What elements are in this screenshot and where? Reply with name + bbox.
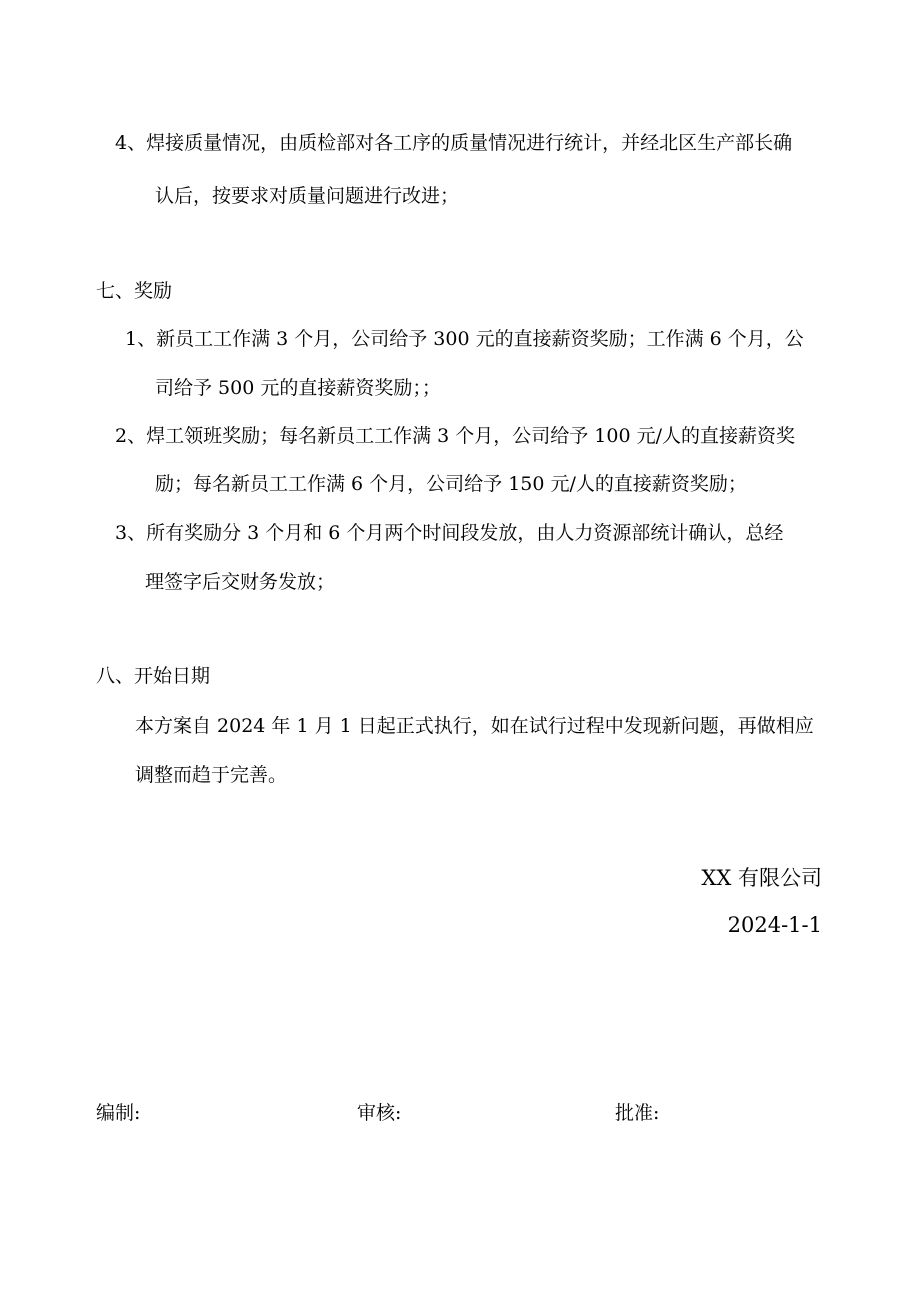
approved-by-label: 批准: [615, 1102, 660, 1124]
section7-item1-line1: 1、新员工工作满 3 个月，公司给予 300 元的直接薪资奖励；工作满 6 个月，公 [125, 328, 804, 350]
section7-item2-line2: 励；每名新员工工作满 6 个月，公司给予 150 元/人的直接薪资奖励； [155, 473, 747, 495]
section7-item1-line2: 司给予 500 元的直接薪资奖励；； [155, 377, 441, 399]
section7-item3-line1: 3、所有奖励分 3 个月和 6 个月两个时间段发放，由人力资源部统计确认，总经 [115, 522, 784, 544]
section6-item4-line2: 认后，按要求对质量问题进行改进； [155, 185, 460, 207]
signature-date: 2024-1-1 [727, 913, 822, 937]
section6-item4-line1: 4、焊接质量情况，由质检部对各工序的质量情况进行统计，并经北区生产部长确 [115, 132, 793, 154]
section7-item2-line1: 2、焊工领班奖励；每名新员工工作满 3 个月，公司给予 100 元/人的直接薪资奖 [115, 425, 796, 447]
section8-body-line2: 调整而趋于完善。 [135, 764, 288, 786]
section7-heading: 七、奖励 [96, 280, 173, 302]
section7-item3-line2: 理签字后交财务发放； [145, 571, 336, 593]
reviewed-by-label: 审核: [357, 1102, 402, 1124]
company-name: XX 有限公司 [701, 866, 822, 890]
section8-body-line1: 本方案自 2024 年 1 月 1 日起正式执行，如在试行过程中发现新问题，再做相应 [135, 715, 814, 737]
section8-heading: 八、开始日期 [96, 665, 211, 687]
compiled-by-label: 编制: [96, 1102, 141, 1124]
